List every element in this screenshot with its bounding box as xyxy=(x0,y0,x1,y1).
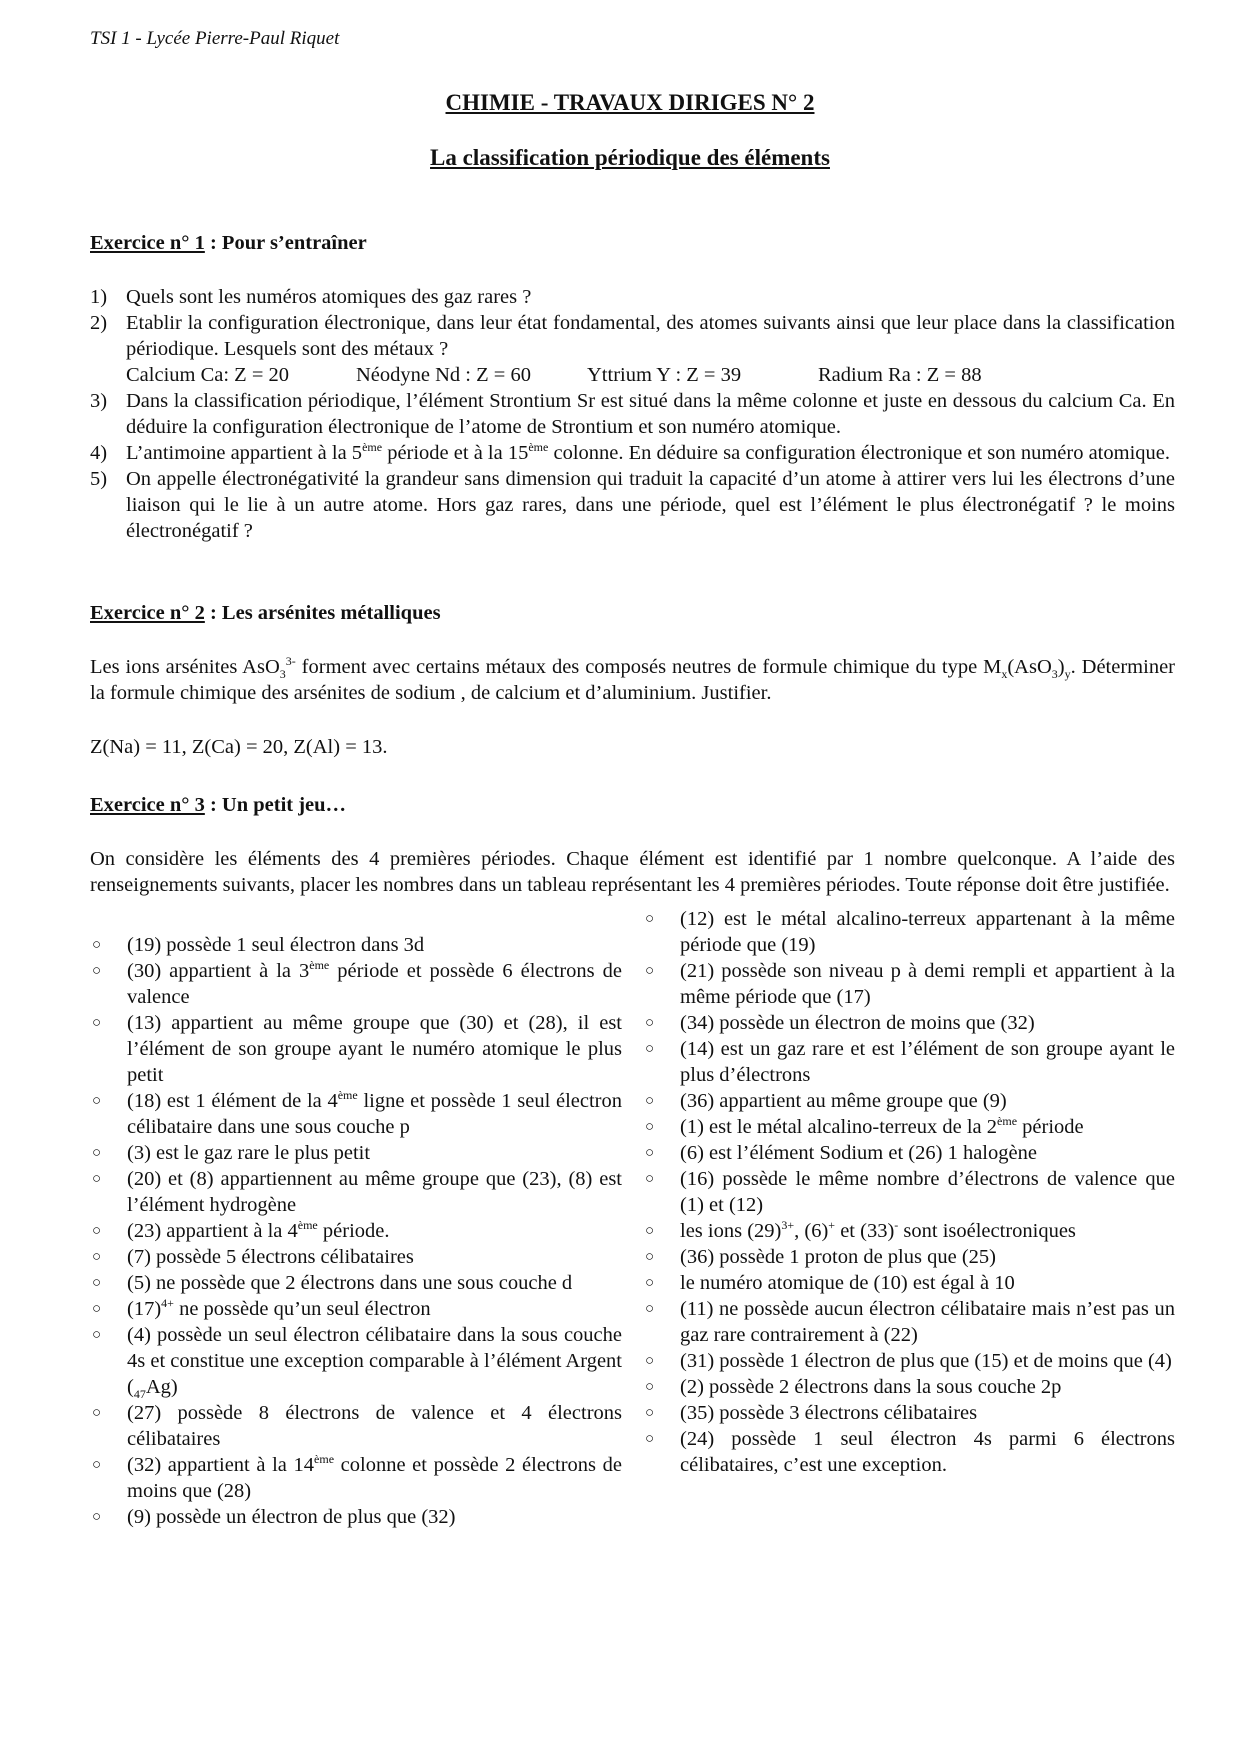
bullet-icon: ○ xyxy=(645,1041,655,1057)
atom-item: Néodyne Nd : Z = 60 xyxy=(356,364,531,386)
exercise-label: Exercice n° 3 xyxy=(90,794,205,816)
clue-columns xyxy=(90,908,1175,1530)
page-header: TSI 1 - Lycée Pierre-Paul Riquet xyxy=(90,28,340,49)
text-run: (3) est le gaz rare le plus petit xyxy=(127,1142,371,1164)
bullet-icon: ○ xyxy=(645,1145,655,1161)
atom-item: Calcium Ca: Z = 20 xyxy=(126,364,290,386)
atomic-numbers: Z(Na) = 11, Z(Ca) = 20, Z(Al) = 13. xyxy=(90,736,388,758)
clue-item xyxy=(643,1218,1175,1244)
text-run: (13) appartient au même groupe que (30) et (28), il est l’élément de son groupe ayant le numéro atomique le plus petit xyxy=(127,1012,622,1086)
text-run: (18) est 1 élément de la 4 xyxy=(127,1090,338,1112)
question-number: 1) xyxy=(90,286,108,308)
text-run: (35) possède 3 électrons célibataires xyxy=(680,1402,978,1424)
text-run: Dans la classification périodique, l’élément Strontium Sr est situé dans la même colonne et juste en dessous du calcium Ca. En déduire la configuration électronique de l’atome de Strontium et son numéro atomique. xyxy=(126,390,1175,438)
bullet-icon: ○ xyxy=(92,937,102,953)
atom-list xyxy=(126,362,1175,388)
text-run: (7) possède 5 électrons célibataires xyxy=(127,1246,414,1268)
bullet-icon: ○ xyxy=(645,1431,655,1447)
bullet-icon: ○ xyxy=(92,1327,102,1343)
text-run: (5) ne possède que 2 électrons dans une sous couche d xyxy=(127,1272,573,1294)
bullet-icon: ○ xyxy=(645,1119,655,1135)
bullet-icon: ○ xyxy=(92,1171,102,1187)
bullet-icon: ○ xyxy=(92,1093,102,1109)
bullet-icon: ○ xyxy=(92,1275,102,1291)
clue-item xyxy=(643,906,1175,958)
text-run: Les ions arsénites AsO xyxy=(90,656,280,678)
text-run: (6) est l’élément Sodium et (26) 1 halogène xyxy=(680,1142,1037,1164)
clue-item xyxy=(90,932,622,958)
bullet-icon: ○ xyxy=(645,1171,655,1187)
text-run: (24) possède 1 seul électron 4s parmi 6 électrons célibataires, c’est une exception. xyxy=(680,1428,1175,1476)
bullet-icon: ○ xyxy=(645,1405,655,1421)
text-run: (11) ne possède aucun électron célibataire mais n’est pas un gaz rare contrairement à (22) xyxy=(680,1298,1175,1346)
text-run: colonne et possède 2 électrons de moins que (28) xyxy=(127,1454,622,1502)
superscript: 3+ xyxy=(781,1218,795,1233)
superscript: ème xyxy=(362,440,383,455)
atom-item: Radium Ra : Z = 88 xyxy=(818,364,982,386)
bullet-icon: ○ xyxy=(92,1301,102,1317)
text-run: période. xyxy=(317,1220,390,1242)
superscript: + xyxy=(828,1218,836,1233)
text-run: et (33) xyxy=(835,1220,895,1242)
text-run: le numéro atomique de (10) est égal à 10 xyxy=(680,1272,1015,1294)
clue-item xyxy=(90,1088,622,1140)
clue-item xyxy=(643,1426,1175,1478)
document-title: CHIMIE - TRAVAUX DIRIGES N° 2 xyxy=(445,90,815,115)
clue-item xyxy=(643,1348,1175,1374)
bullet-icon: ○ xyxy=(645,1093,655,1109)
text-run: (30) appartient à la 3 xyxy=(127,960,310,982)
superscript: ème xyxy=(997,1114,1018,1129)
subscript: 3 xyxy=(279,667,286,682)
exercise-2-heading xyxy=(90,600,1175,626)
superscript: ème xyxy=(337,1088,358,1103)
subscript: 47 xyxy=(133,1387,146,1402)
text-run: (12) est le métal alcalino-terreux appartenant à la même période que (19) xyxy=(680,908,1175,956)
exercise-1 xyxy=(90,230,1175,544)
clue-item xyxy=(90,1244,622,1270)
text-run: (1) est le métal alcalino-terreux de la 2 xyxy=(680,1116,998,1138)
exercise-label: Exercice n° 2 xyxy=(90,602,205,624)
text-run: (36) appartient au même groupe que (9) xyxy=(680,1090,1007,1112)
text-run: (36) possède 1 proton de plus que (25) xyxy=(680,1246,996,1268)
exercise-3 xyxy=(90,792,1175,1530)
superscript: ème xyxy=(297,1218,318,1233)
text-run: ligne et possède 1 seul électron célibataire dans une sous couche p xyxy=(127,1090,622,1138)
clue-item xyxy=(643,1270,1175,1296)
text-run: période et à la 15 xyxy=(382,442,529,464)
superscript: ème xyxy=(528,440,549,455)
bullet-icon: ○ xyxy=(645,911,655,927)
text-run: L’antimoine appartient à la 5 xyxy=(126,442,363,464)
bullet-icon: ○ xyxy=(645,1275,655,1291)
text-run: ne possède qu’un seul électron xyxy=(173,1298,431,1320)
clue-item xyxy=(90,1322,622,1400)
text-run: (17) xyxy=(127,1298,162,1320)
clue-item xyxy=(643,1036,1175,1088)
atom-item: Yttrium Y : Z = 39 xyxy=(587,364,742,386)
clue-column-right xyxy=(643,906,1175,1530)
clue-item xyxy=(643,1400,1175,1426)
question-item xyxy=(90,388,1175,440)
subscript: x xyxy=(1001,667,1008,682)
text-run: (34) possède un électron de moins que (32) xyxy=(680,1012,1035,1034)
exercise-title: : Un petit jeu… xyxy=(204,794,347,816)
superscript: 4+ xyxy=(161,1296,174,1311)
question-number: 4) xyxy=(90,442,108,464)
text-run: . Déterminer la formule chimique des arsénites de sodium , de calcium et d’aluminium. Justifier. xyxy=(90,656,1175,704)
clue-item xyxy=(90,1400,622,1452)
text-run: (16) possède le même nombre d’électrons de valence que (1) et (12) xyxy=(680,1168,1175,1216)
question-list xyxy=(90,284,1175,544)
text-run: Ag) xyxy=(145,1376,178,1398)
question-number: 2) xyxy=(90,312,108,334)
text-run: forment avec certains métaux des composés neutres de formule chimique du type M xyxy=(295,656,1002,678)
exercise-title: : Pour s’entraîner xyxy=(204,232,367,254)
bullet-icon: ○ xyxy=(92,1145,102,1161)
text-run: (AsO xyxy=(1007,656,1052,678)
clue-item xyxy=(90,1452,622,1504)
bullet-icon: ○ xyxy=(92,1249,102,1265)
clue-column-left xyxy=(90,932,622,1530)
text-run: Quels sont les numéros atomiques des gaz rares ? xyxy=(126,286,532,308)
text-run: (31) possède 1 électron de plus que (15) et de moins que (4) xyxy=(680,1350,1172,1372)
question-item xyxy=(90,284,1175,310)
text-run: (32) appartient à la 14 xyxy=(127,1454,315,1476)
bullet-icon: ○ xyxy=(645,1379,655,1395)
clue-item xyxy=(90,1504,622,1530)
clue-item xyxy=(90,1270,622,1296)
clue-item xyxy=(643,1166,1175,1218)
clue-item xyxy=(643,1374,1175,1400)
text-run: (4) possède un seul électron célibataire dans la sous couche 4s et constitue une exception comparable à l’élément Argent ( xyxy=(127,1324,622,1398)
bullet-icon: ○ xyxy=(645,1353,655,1369)
clue-item xyxy=(643,1296,1175,1348)
clue-item xyxy=(643,1244,1175,1270)
superscript: - xyxy=(894,1218,899,1233)
text-run: (20) et (8) appartiennent au même groupe que (23), (8) est l’élément hydrogène xyxy=(127,1168,622,1216)
clue-item xyxy=(90,1010,622,1088)
text-run: On appelle électronégativité la grandeur sans dimension qui traduit la capacité d’un atome à attirer vers lui les électrons d’une liaison qui le lie à un autre atome. Hors gaz rares, dans une période, quel est l’élément le plus électronégatif ? le moins électronégatif ? xyxy=(126,468,1175,542)
bullet-icon: ○ xyxy=(92,963,102,979)
bullet-icon: ○ xyxy=(92,1509,102,1525)
clue-item xyxy=(90,1140,622,1166)
text-run: sont isoélectroniques xyxy=(898,1220,1076,1242)
question-item xyxy=(90,310,1175,388)
text-run: ) xyxy=(1057,656,1065,678)
clue-item xyxy=(643,1088,1175,1114)
bullet-icon: ○ xyxy=(645,1223,655,1239)
exercise-2 xyxy=(90,600,1175,760)
clue-item xyxy=(90,1166,622,1218)
text-run: (23) appartient à la 4 xyxy=(127,1220,298,1242)
question-item xyxy=(90,466,1175,544)
exercise-title: : Les arsénites métalliques xyxy=(204,602,441,624)
subscript: y xyxy=(1064,667,1071,682)
text-run: (2) possède 2 électrons dans la sous couche 2p xyxy=(680,1376,1062,1398)
text-run: , (6) xyxy=(794,1220,829,1242)
text-run: période xyxy=(1017,1116,1084,1138)
text-run: (19) possède 1 seul électron dans 3d xyxy=(127,934,425,956)
text-run: les ions (29) xyxy=(680,1220,782,1242)
bullet-icon: ○ xyxy=(645,1249,655,1265)
text-run: période et possède 6 électrons de valence xyxy=(127,960,622,1008)
exercise-label: Exercice n° 1 xyxy=(90,232,205,254)
bullet-icon: ○ xyxy=(645,963,655,979)
text-run: (21) possède son niveau p à demi rempli et appartient à la même période que (17) xyxy=(680,960,1175,1008)
question-number: 3) xyxy=(90,390,108,412)
document-subtitle: La classification périodique des éléments xyxy=(430,145,830,170)
exercise-1-heading xyxy=(90,230,1175,256)
clue-item xyxy=(90,1218,622,1244)
clue-item xyxy=(643,958,1175,1010)
bullet-icon: ○ xyxy=(92,1457,102,1473)
clue-item xyxy=(90,958,622,1010)
clue-item xyxy=(90,1296,622,1322)
bullet-icon: ○ xyxy=(92,1015,102,1031)
bullet-icon: ○ xyxy=(92,1405,102,1421)
bullet-icon: ○ xyxy=(645,1015,655,1031)
clue-item xyxy=(643,1140,1175,1166)
bullet-icon: ○ xyxy=(92,1223,102,1239)
text-run: (27) possède 8 électrons de valence et 4 électrons célibataires xyxy=(127,1402,622,1450)
exercise-3-intro: On considère les éléments des 4 premières périodes. Chaque élément est identifié par 1 nombre quelconque. A l’aide des renseignements suivants, placer les nombres dans un tableau représentant les 4 premières périodes. Toute réponse doit être justifiée. xyxy=(90,848,1175,896)
subscript: 3 xyxy=(1051,667,1058,682)
exercise-2-statement xyxy=(90,654,1175,706)
question-number: 5) xyxy=(90,468,108,490)
clue-item xyxy=(643,1114,1175,1140)
clue-item xyxy=(643,1010,1175,1036)
superscript: ème xyxy=(314,1452,335,1467)
text-run: colonne. En déduire sa configuration électronique et son numéro atomique. xyxy=(548,442,1170,464)
text-run: (9) possède un électron de plus que (32) xyxy=(127,1506,456,1528)
exercise-3-heading xyxy=(90,792,1175,818)
superscript: ème xyxy=(309,958,330,973)
question-item xyxy=(90,440,1175,466)
text-run: (14) est un gaz rare et est l’élément de son groupe ayant le plus d’électrons xyxy=(680,1038,1175,1086)
text-run: Etablir la configuration électronique, dans leur état fondamental, des atomes suivants ainsi que leur place dans la classification périodique. Lesquels sont des métaux ? xyxy=(126,312,1175,360)
bullet-icon: ○ xyxy=(645,1301,655,1317)
superscript: 3- xyxy=(285,654,296,669)
